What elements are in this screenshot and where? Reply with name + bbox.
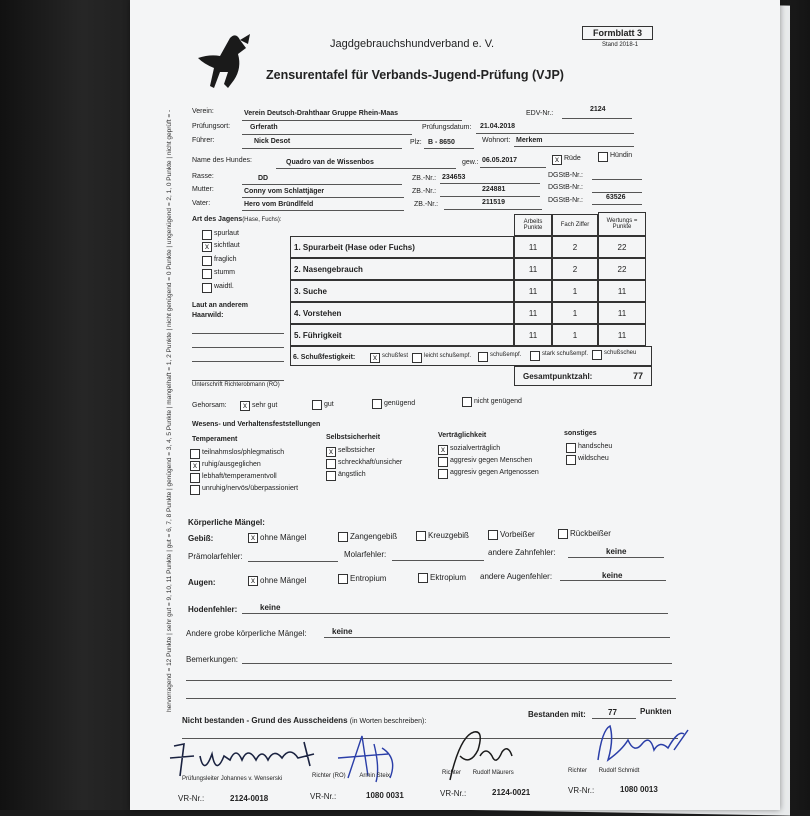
rasse-label: Rasse: [192,173,214,180]
sonstiges-title: sonstiges [564,430,597,437]
nicht-bestanden-label: Nicht bestanden - Grund des Ausscheidens (in Worten beschreiben): [182,716,427,725]
page-title: Zensurentafel für Verbands-Jugend-Prüfung (VJP) [266,68,564,82]
augen-ohne-maengel-label: ohne Mängel [260,576,307,585]
gehorsam-nicht-genuegend-label: nicht genügend [474,398,522,405]
gebiss-label: Gebiß: [188,534,214,543]
stark-schussempf-label: stark schußempf. [542,351,589,357]
vertraeglichkeit-title: Verträglichkeit [438,432,487,439]
datum-value: 21.04.2018 [480,123,516,130]
entropium-label: Entropium [350,574,387,583]
aggresiv-artgenossen-label: aggresiv gegen Artgenossen [450,469,539,476]
gesamt-cell [514,366,652,386]
huendin-label: Hündin [610,152,633,159]
org-name: Jagdgebrauchshundverband e. V. [330,38,495,50]
mutter-label: Mutter: [192,186,214,193]
background-left [0,0,150,810]
augenfehler-value: keine [602,571,623,580]
aggresiv-artgenossen-checkbox[interactable] [438,469,448,479]
dog-logo-icon [190,28,260,93]
signature-richter-ro [328,728,408,788]
temperament-lebhaft-checkbox[interactable] [190,473,200,483]
vorbeisser-checkbox[interactable] [488,530,498,540]
fuehrer-label: Führer: [192,137,215,144]
schreckhaft-label: schreckhaft/unsicher [338,459,403,466]
row-suche-ziffer: 1 [552,280,598,302]
laut-label-2: Haarwild: [192,312,224,319]
zb-value: 234653 [442,174,466,181]
ektropium-checkbox[interactable] [418,573,428,583]
huendin-checkbox[interactable] [598,152,608,162]
temperament-unruhig-label: unruhig/nervös/überpassioniert [202,485,299,492]
sichtlaut-checkbox[interactable]: x [202,242,212,252]
row-nasengebrauch-ziffer: 2 [552,258,598,280]
wohnort-value: Merkem [516,137,543,144]
edv-label: EDV-Nr.: [526,110,554,117]
aggresiv-menschen-checkbox[interactable] [438,457,448,467]
rasse-value: DD [258,175,269,182]
vater-value: Hero vom Bründlfeld [244,201,314,208]
row-suche-wertung: 11 [598,280,646,302]
temperament-ruhig-label: ruhig/ausgeglichen [202,461,261,468]
row-nasengebrauch-label: 2. Nasengebrauch [290,258,514,280]
row-fuehrigkeit-wertung: 11 [598,324,646,346]
handscheu-label: handscheu [578,443,613,450]
datum-label: Prüfungsdatum: [422,124,472,131]
augen-label: Augen: [188,578,216,587]
dgstb-label: DGStB-Nr.: [548,172,584,179]
sig4-vr-value: 1080 0013 [620,785,658,794]
row-nasengebrauch-punkte: 11 [514,258,552,280]
dgstb-vater-label: DGStB-Nr.: [548,197,584,204]
verein-value: Verein Deutsch-Drahthaar Gruppe Rhein-Maas [244,110,399,117]
dgstb-vater-value: 63526 [606,194,626,201]
signature-richter-schmidt [588,720,698,770]
zb-mutter-label: ZB.-Nr.: [412,188,437,195]
bestanden-value: 77 [608,708,617,717]
hoden-label: Hodenfehler: [188,605,238,614]
gebiss-ohne-maengel-label: ohne Mängel [260,533,307,542]
temperament-teilnahmslos-checkbox[interactable] [190,449,200,459]
header-fachziffer: Fach Ziffer [552,214,598,236]
wildscheu-label: wildscheu [578,455,609,462]
bestanden-label: Bestanden mit: [528,710,586,719]
aengstlich-checkbox[interactable] [326,471,336,481]
row-vorstehen-wertung: 11 [598,302,646,324]
schussscheu-label: schußscheu [604,350,637,356]
fuehrer-value: Nick Desot [254,138,291,145]
verein-label: Verein: [192,108,214,115]
row-spurarbeit-punkte: 11 [514,236,552,258]
ruede-checkbox[interactable]: x [552,155,562,165]
fraglich-checkbox[interactable] [202,256,212,266]
gehorsam-genuegend-checkbox[interactable] [372,399,382,409]
gesamt-label: Gesamtpunktzahl: [523,371,593,381]
gebiss-ohne-maengel-checkbox[interactable]: x [248,533,258,543]
hoden-value: keine [260,603,281,612]
unterschrift-label: Unterschrift Richterobmann (RO) [192,382,280,388]
schussempf-checkbox[interactable] [478,352,488,362]
form-number: Formblatt 3 [582,26,653,40]
row-suche-label: 3. Suche [290,280,514,302]
sig1-role-name: Prüfungsleiter Johannes v. Wenserski [182,776,283,782]
gesamt-value: 77 [632,371,643,381]
leicht-schussempf-checkbox[interactable] [412,353,422,363]
row-vorstehen-punkte: 11 [514,302,552,324]
stumm-label: stumm [214,269,235,276]
temperament-title: Temperament [192,436,238,443]
sozialvertraeglich-checkbox[interactable]: x [438,445,448,455]
sig2-vr-value: 1080 0031 [366,791,404,800]
row-fuehrigkeit-punkte: 11 [514,324,552,346]
row-spurarbeit-wertung: 22 [598,236,646,258]
schreckhaft-checkbox[interactable] [326,459,336,469]
selbstsicher-checkbox[interactable]: x [326,447,336,457]
sig2-vr-label: VR-Nr.: [310,792,337,801]
kreuzgebiss-checkbox[interactable] [416,531,426,541]
schussscheu-checkbox[interactable] [592,350,602,360]
leicht-schussempf-label: leicht schußempf. [424,353,472,359]
grobe-label: Andere grobe körperliche Mängel: [186,629,307,638]
row-vorstehen-ziffer: 1 [552,302,598,324]
gehorsam-nicht-genuegend-checkbox[interactable] [462,397,472,407]
wildscheu-checkbox[interactable] [566,455,576,465]
plz-value: B - 8650 [428,139,455,146]
mutter-value: Conny vom Schlattjäger [244,188,325,195]
fraglich-label: fraglich [214,256,237,263]
schussfest-label: schußfest [382,353,409,359]
temperament-teilnahmslos-label: teilnahmslos/phlegmatisch [202,449,285,456]
row-suche-punkte: 11 [514,280,552,302]
waidtl-checkbox[interactable] [202,283,212,293]
rueckbeisser-checkbox[interactable] [558,529,568,539]
gehorsam-label: Gehorsam: [192,402,227,409]
zangengebiss-label: Zangengebiß [350,532,398,541]
row-vorstehen-label: 4. Vorstehen [290,302,514,324]
entropium-checkbox[interactable] [338,574,348,584]
sig1-vr-label: VR-Nr.: [178,794,205,803]
gehorsam-genuegend-label: genügend [384,400,416,407]
stumm-checkbox[interactable] [202,269,212,279]
sig3-vr-label: VR-Nr.: [440,789,467,798]
laut-label-1: Laut an anderem [192,302,249,309]
augenfehler-label: andere Augenfehler: [480,572,553,581]
praemolar-label: Prämolarfehler: [188,552,243,561]
molar-label: Molarfehler: [344,550,387,559]
sichtlaut-label: sichtlaut [214,242,240,249]
row-nasengebrauch-wertung: 22 [598,258,646,280]
temperament-lebhaft-label: lebhaft/temperamentvoll [202,473,277,480]
sig2-role-name: Richter (RO) Armin Steix [312,773,391,779]
gehorsam-sehr-gut-checkbox[interactable]: x [240,401,250,411]
grobe-value: keine [332,627,353,636]
bemerkungen-label: Bemerkungen: [186,655,239,664]
aengstlich-label: ängstlich [338,471,366,478]
zb-vater-label: ZB.-Nr.: [414,201,439,208]
form-stand: Stand 2018-1 [602,42,639,48]
zahn-value: keine [606,547,627,556]
augen-ohne-maengel-checkbox[interactable]: x [248,576,258,586]
aggresiv-menschen-label: aggresiv gegen Menschen [450,457,533,464]
spurlaut-label: spurlaut [214,230,239,237]
stark-schussempf-checkbox[interactable] [530,351,540,361]
schussempf-label: schußempf. [490,352,522,358]
handscheu-checkbox[interactable] [566,443,576,453]
gehorsam-gut-checkbox[interactable] [312,400,322,410]
row-fuehrigkeit-label: 5. Führigkeit [290,324,514,346]
header-wertungspunkte: Wertungs = Punkte [598,212,646,236]
header-arbeitspunkte: Arbeits Punkte [514,214,552,236]
selbstsicher-label: selbstsicher [338,447,375,454]
plz-label: Plz: [410,139,422,146]
schuss-label: 6. Schußfestigkeit: [293,354,356,361]
vorbeisser-label: Vorbeißer [500,530,535,539]
vater-label: Vater: [192,200,211,207]
schussfest-checkbox[interactable]: x [370,353,380,363]
sozialvertraeglich-label: sozialverträglich [450,445,501,452]
sig4-role-name: Richter Rudolf Schmidt [568,768,640,774]
sig4-vr-label: VR-Nr.: [568,786,595,795]
gew-label: gew.: [462,159,479,166]
zangengebiss-checkbox[interactable] [338,532,348,542]
row-fuehrigkeit-ziffer: 1 [552,324,598,346]
gew-value: 06.05.2017 [482,157,518,164]
ektropium-label: Ektropium [430,573,467,582]
wesen-title: Wesens- und Verhaltensfeststellungen [192,421,321,428]
rueckbeisser-label: Rückbeißer [570,529,611,538]
spurlaut-checkbox[interactable] [202,230,212,240]
waidtl-label: waidtl. [214,283,234,290]
row-spurarbeit-ziffer: 2 [552,236,598,258]
dgstb-mutter-label: DGStB-Nr.: [548,184,584,191]
form-sheet [130,0,780,810]
zb-vater-value: 211519 [482,199,505,206]
hund-value: Quadro van de Wissenbos [286,159,374,166]
selbstsicherheit-title: Selbstsicherheit [326,434,381,441]
sig3-vr-value: 2124-0021 [492,788,531,797]
ort-value: Grferath [250,124,278,131]
gehorsam-sehr-gut-label: sehr gut [252,402,278,409]
signature-richter-maeurers [440,726,520,786]
gehorsam-gut-label: gut [324,401,334,408]
zb-label: ZB.-Nr.: [412,175,437,182]
sig3-role-name: Richter Rudolf Mäurers [442,770,514,776]
margin-scale: hervorragend = 12 Punkte | sehr gut = 9, 10, 11 Punkte | gut = 6, 7, 8 Punkte | genügend = 3, 4, 5 Punkte | mangelhaft = 1, 2 Punkte | nicht genügend = 0 Punkte | ungenügend = 2, 1, 0 Punkte | nicht geprüft = - [166,109,173,712]
jagen-label: Art des Jagens(Hase, Fuchs): [192,216,282,223]
kreuzgebiss-label: Kreuzgebiß [428,531,469,540]
hund-label: Name des Hundes: [192,157,252,164]
edv-value: 2124 [590,106,606,113]
wohnort-label: Wohnort: [482,137,511,144]
temperament-unruhig-checkbox[interactable] [190,485,200,495]
row-spurarbeit-label: 1. Spurarbeit (Hase oder Fuchs) [290,236,514,258]
zb-mutter-value: 224881 [482,186,506,193]
ruede-label: Rüde [564,155,581,162]
zahn-label: andere Zahnfehler: [488,548,556,557]
sig1-vr-value: 2124-0018 [230,794,269,803]
temperament-ruhig-checkbox[interactable]: x [190,461,200,471]
punkten-label: Punkten [640,707,672,716]
maengel-title: Körperliche Mängel: [188,518,265,527]
ort-label: Prüfungsort: [192,123,231,130]
